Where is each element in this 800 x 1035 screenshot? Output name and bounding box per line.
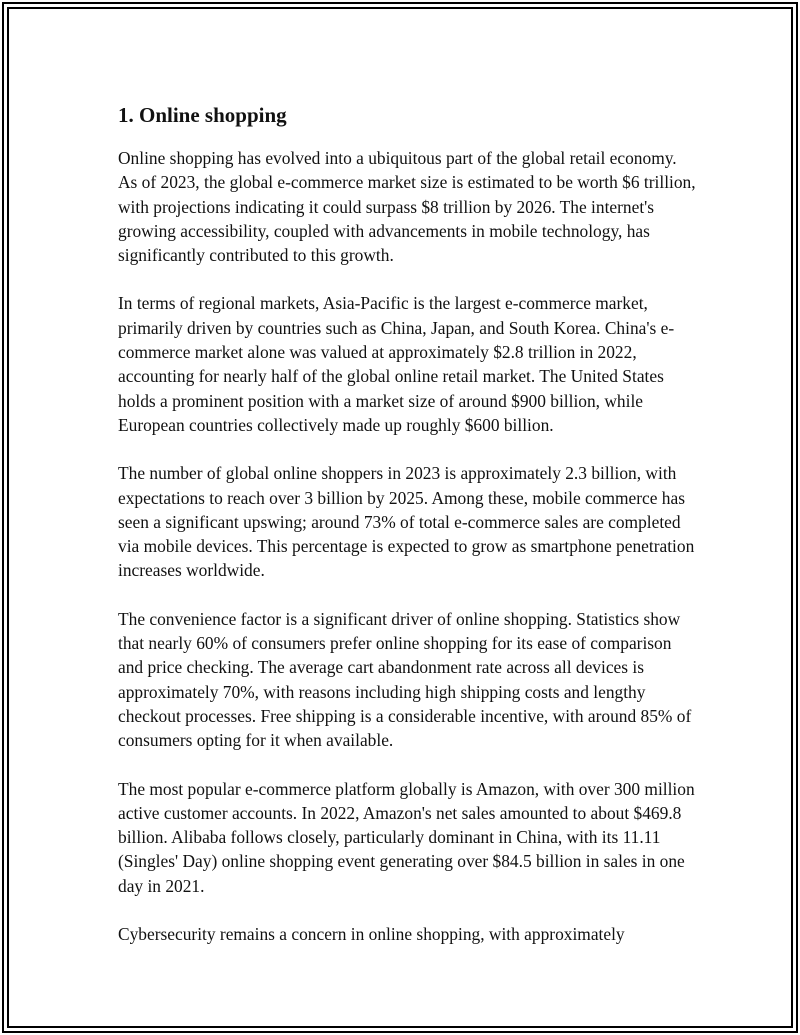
- paragraph-platforms: The most popular e-commerce platform globally is Amazon, with over 300 million active customer accounts. In 2022, Amazon's net sales amounted to about $469.8 billion. Alibaba follows closely, particularly dominant in China, with its 11.11 (Singles' Day) online shopping event generating over $84.5 billion in sales in one day in 2021.: [118, 778, 695, 896]
- paragraph-market-size: Online shopping has evolved into a ubiquitous part of the global retail economy. As of 2023, the global e-commerce market size is estimated to be worth $6 trillion, with projections indicating it could surpass $8 trillion by 2026. The internet's growing accessibility, coupled with advancements in mobile technology, has significantly contributed to this growth.: [118, 148, 696, 266]
- paragraph-online-shoppers: The number of global online shoppers in 2023 is approximately 2.3 billion, with expectations to reach over 3 billion by 2025. Among these, mobile commerce has seen a significant upswing; around 73% of total e-commerce sales are completed via mobile devices. This percentage is expected to grow as smartphone penetration increases worldwide.: [118, 463, 695, 581]
- paragraph-cybersecurity: Cybersecurity remains a concern in online shopping, with approximately: [118, 924, 625, 945]
- paragraph-convenience: The convenience factor is a significant driver of online shopping. Statistics show that nearly 60% of consumers prefer online shopping for its ease of comparison and price checking. The average cart abandonment rate across all devices is approximately 70%, with reasons including high shipping costs and lengthy checkout processes. Free shipping is a considerable incentive, with around 85% of consumers opting for it when available.: [118, 608, 692, 751]
- section-heading: 1. Online shopping: [118, 103, 287, 127]
- paragraph-regional-markets: In terms of regional markets, Asia-Pacific is the largest e-commerce market, primarily driven by countries such as China, Japan, and South Korea. China's e-commerce market alone was valued at approximately $2.8 trillion in 2022, accounting for nearly half of the global online retail market. The United States holds a prominent position with a market size of around $900 billion, while European countries collectively made up roughly $600 billion.: [118, 293, 675, 435]
- document-body: [118, 100, 698, 970]
- page-inner-border: [7, 7, 793, 1028]
